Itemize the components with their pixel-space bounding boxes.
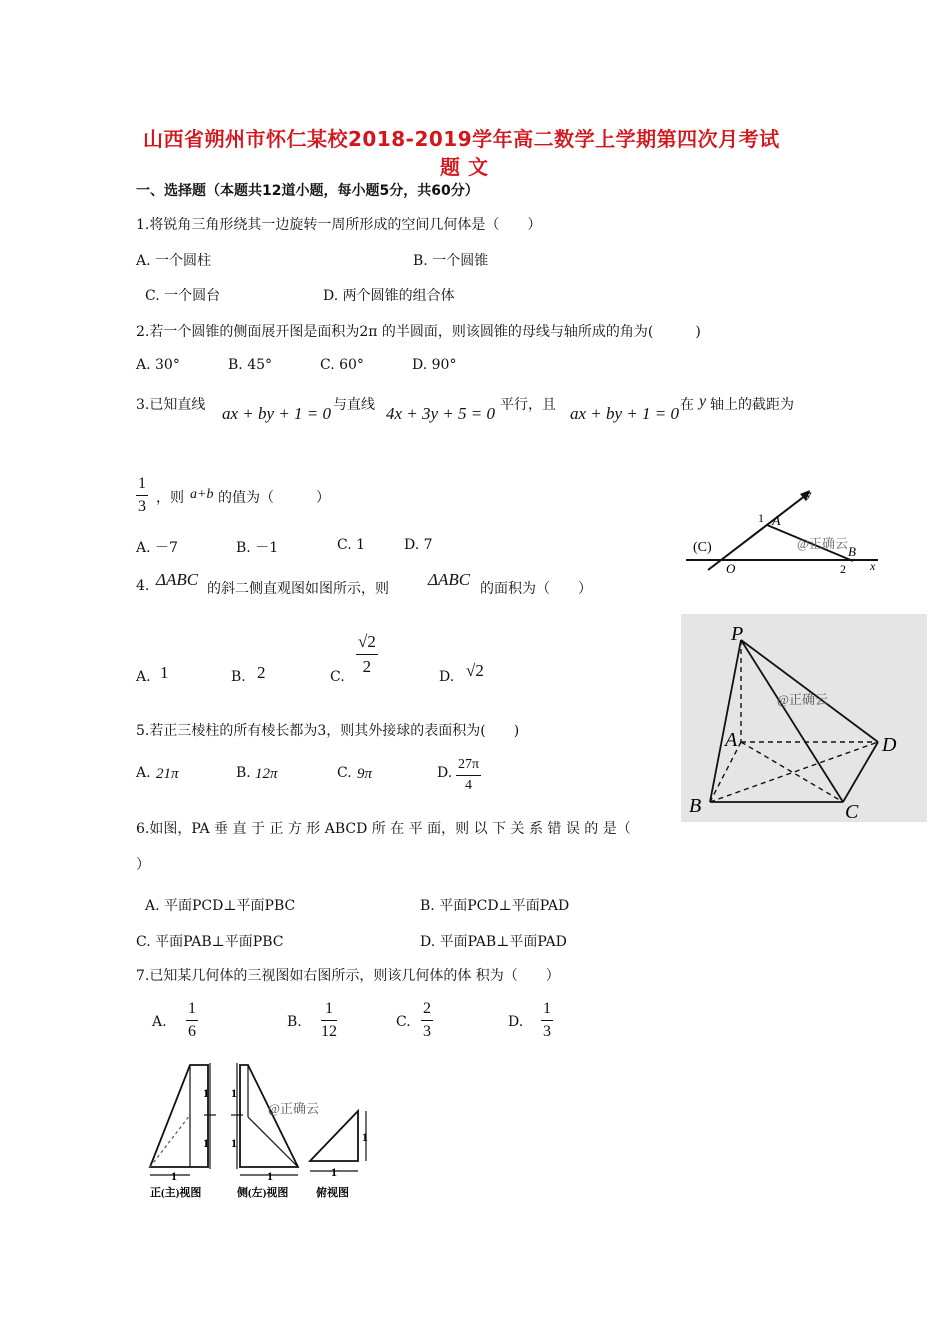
q4-option-d-value: √2 <box>466 661 484 680</box>
q7-option-c-label: C. <box>396 1014 411 1030</box>
q7-option-c-num: 2 <box>421 1000 433 1021</box>
q5-option-b-value: 12π <box>255 766 278 782</box>
question-3-part7: 的值为（ ） <box>218 490 330 506</box>
q7-option-a-fraction <box>186 1000 198 1041</box>
question-3-part4: 在 <box>680 397 694 413</box>
q7-option-a-num: 1 <box>186 1000 198 1021</box>
question-4-part1: 4. <box>136 578 150 594</box>
question-4-part3: 的面积为（ ） <box>480 581 592 597</box>
q4-option-a-value: 1 <box>160 663 169 682</box>
vertex-p: P <box>731 623 744 645</box>
q4-option-c-num: √2 <box>356 632 378 655</box>
q5-option-d-fraction <box>456 757 481 794</box>
side-dim-1b: 1 <box>231 1136 237 1150</box>
question-2: 2.若一个圆锥的侧面展开图是面积为2π 的半圆面，则该圆锥的母线与轴所成的角为( ) <box>136 324 701 340</box>
figure-background <box>681 614 927 822</box>
q5-option-a-value: 21π <box>156 766 179 782</box>
page-title: 山西省朔州市怀仁某校2018-2019学年高二数学上学期第四次月考试 <box>143 127 780 151</box>
q4-option-b-value: 2 <box>257 663 266 682</box>
q7-option-b-fraction <box>321 1000 337 1041</box>
q5-option-c-label: C. <box>337 765 352 781</box>
question-1: 1.将锐角三角形绕其一边旋转一周所形成的空间几何体是（ ） <box>136 217 542 233</box>
q4-option-d-label: D. <box>439 669 455 685</box>
page-title-line2: 题 文 <box>440 155 489 179</box>
q4-oblique-figure <box>680 484 902 584</box>
q4-option-c-den: 2 <box>362 657 372 676</box>
q3-equation-2: 4x + 3y + 5 = 0 <box>386 404 496 423</box>
vertex-a: A <box>725 729 738 751</box>
question-4-part2: 的斜二侧直观图如图所示，则 <box>207 581 389 597</box>
q7-option-d-num: 1 <box>541 1000 553 1021</box>
q2-option-b: B. 45° <box>228 357 273 373</box>
question-3-part5: 轴上的截距为 <box>710 397 794 413</box>
q7-three-view-figure <box>140 1055 385 1205</box>
side-view-label: 侧(左)视图 <box>237 1187 289 1199</box>
question-3-part1: 3.已知直线 <box>136 397 206 413</box>
q4-triangle-2: ΔABC <box>428 570 471 589</box>
q3-fraction-den: 3 <box>138 498 146 515</box>
q5-option-b-label: B. <box>236 765 251 781</box>
top-view-label: 俯视图 <box>316 1187 349 1199</box>
watermark: @正确云 <box>797 536 848 551</box>
side-dim-1a: 1 <box>231 1086 237 1100</box>
q3-fraction <box>136 475 148 516</box>
vertex-b: B <box>689 795 702 817</box>
q1-option-b: B. 一个圆锥 <box>413 253 489 269</box>
q3-option-c: C. 1 <box>337 537 366 553</box>
q5-option-a-label: A. <box>136 765 151 781</box>
q4-option-b-label: B. <box>231 669 246 685</box>
side-view-slant <box>248 1117 298 1167</box>
question-6-close: ） <box>136 857 150 873</box>
top-dim-1b: 1 <box>331 1165 337 1179</box>
q6-option-b: B. 平面PCD⊥平面PAD <box>420 898 570 914</box>
label-o: O <box>726 561 736 576</box>
watermark: @正确云 <box>777 692 828 707</box>
front-view-hidden-line <box>150 1115 190 1167</box>
q7-option-b-label: B. <box>287 1014 302 1030</box>
q6-option-c: C. 平面PAB⊥平面PBC <box>136 934 284 950</box>
q6-pyramid-figure <box>681 614 927 822</box>
label-y: y <box>806 487 812 501</box>
q4-option-c-label: C. <box>330 669 345 685</box>
front-view-outline <box>150 1065 208 1167</box>
q5-option-c-value: 9π <box>357 766 373 782</box>
question-3-part2: 与直线 <box>333 397 375 413</box>
q4-option-c-fraction <box>356 632 378 677</box>
q1-option-a: A. 一个圆柱 <box>136 253 212 269</box>
q4-option-a-label: A. <box>136 669 151 685</box>
label-c: (C) <box>693 540 712 555</box>
q7-option-a-den: 6 <box>188 1023 196 1040</box>
label-a: A <box>772 514 781 529</box>
q2-option-a: A. 30° <box>136 357 180 373</box>
q3-a-plus-b: a+b <box>190 487 214 502</box>
question-3-part6: ，则 <box>156 490 184 506</box>
front-view-label: 正(主)视图 <box>150 1187 202 1199</box>
q7-option-b-num: 1 <box>321 1000 337 1021</box>
label-x: x <box>870 559 876 573</box>
q3-option-d: D. 7 <box>404 537 433 553</box>
q7-option-a-label: A. <box>152 1014 167 1030</box>
label-b: B <box>848 544 856 559</box>
front-dim-1b: 1 <box>203 1136 209 1150</box>
question-3-part3: 平行，且 <box>500 397 556 413</box>
front-dim-1c: 1 <box>171 1169 177 1183</box>
q7-option-b-den: 12 <box>321 1023 337 1040</box>
label-1: 1 <box>758 511 764 525</box>
top-view-outline <box>310 1111 358 1161</box>
q3-option-a: A. －7 <box>136 540 178 556</box>
q3-y-variable: y <box>699 393 707 410</box>
q2-option-d: D. 90° <box>412 357 457 373</box>
top-dim-1a: 1 <box>362 1130 368 1144</box>
q7-option-d-fraction <box>541 1000 553 1041</box>
question-7: 7.已知某几何体的三视图如右图所示，则该几何体的体 积为（ ） <box>136 968 560 984</box>
q7-option-c-den: 3 <box>423 1023 431 1040</box>
watermark: @正确云 <box>268 1101 319 1116</box>
vertex-c: C <box>845 801 859 822</box>
front-dim-1a: 1 <box>203 1086 209 1100</box>
q6-option-a: A. 平面PCD⊥平面PBC <box>145 898 296 914</box>
label-2: 2 <box>840 562 846 576</box>
q1-option-d: D. 两个圆锥的组合体 <box>323 288 455 304</box>
q3-fraction-num: 1 <box>136 475 148 496</box>
q4-triangle-1: ΔABC <box>156 570 199 589</box>
q1-option-c: C. 一个圆台 <box>145 288 221 304</box>
side-view-outline <box>240 1065 298 1167</box>
question-5: 5.若正三棱柱的所有棱长都为3，则其外接球的表面积为( ) <box>136 723 520 739</box>
q3-option-b: B. －1 <box>236 540 279 556</box>
question-6: 6.如图，PA 垂 直 于 正 方 形 ABCD 所 在 平 面，则 以 下 关 系 错 误 的 是（ <box>136 821 631 837</box>
q3-equation-3: ax + by + 1 = 0 <box>570 404 680 423</box>
q2-option-c: C. 60° <box>320 357 364 373</box>
q7-option-d-den: 3 <box>543 1023 551 1040</box>
q5-option-d-num: 27π <box>456 757 481 776</box>
q5-option-d-den: 4 <box>465 778 473 793</box>
q5-option-d-label: D. <box>437 765 453 781</box>
section-heading: 一、选择题（本题共12道小题，每小题5分，共60分） <box>136 183 479 199</box>
side-dim-1c: 1 <box>267 1169 273 1183</box>
q3-equation-1: ax + by + 1 = 0 <box>222 404 332 423</box>
y-axis-line <box>708 492 810 570</box>
q6-option-d: D. 平面PAB⊥平面PAD <box>420 934 567 950</box>
vertex-d: D <box>882 734 897 756</box>
q7-option-c-fraction <box>421 1000 433 1041</box>
q7-option-d-label: D. <box>508 1014 524 1030</box>
